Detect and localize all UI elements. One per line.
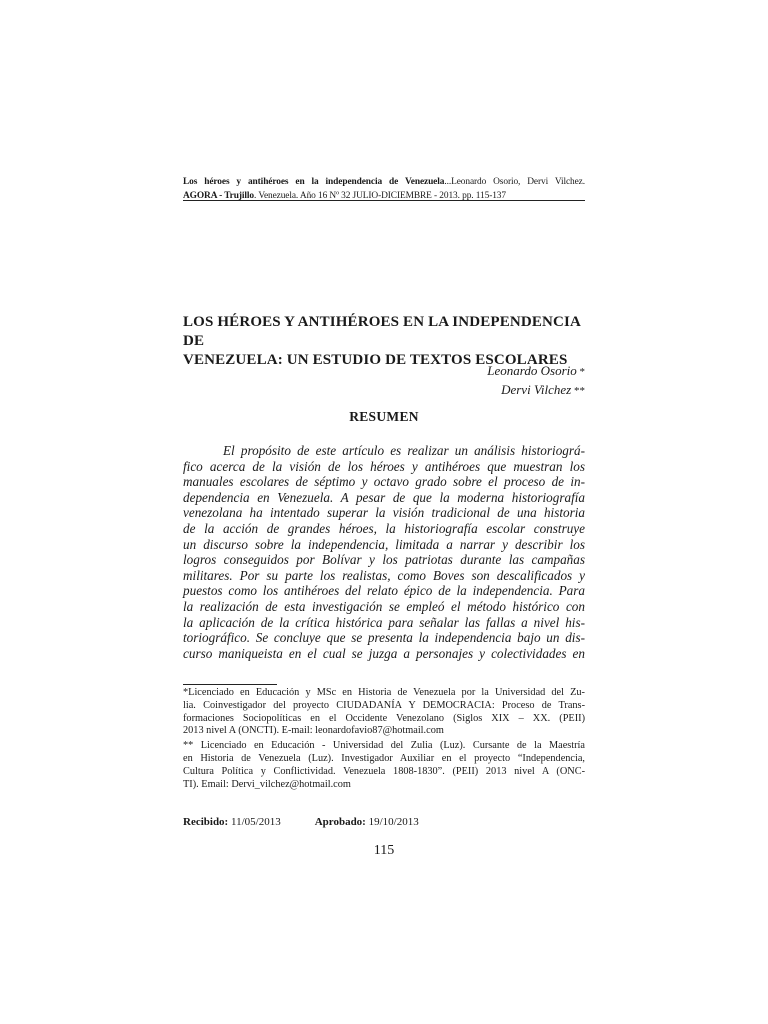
footnote-line: *Licenciado en Educación y MSc en Historia de Venezuela por la Universidad del Zu- [183, 687, 585, 698]
footnote-line: lia. Coinvestigador del proyecto CIUDADANÍA Y DEMOCRACIA: Proceso de Trans- [183, 699, 585, 711]
running-head-line-1 [183, 175, 585, 189]
abstract-line: logros conseguidos por Bolívar y los patriotas durante las campañas [183, 552, 585, 568]
footnote-line: Cultura Política y Conflictividad. Venezuela 1808-1830”. (PEII) 2013 nivel A (ONC- [183, 765, 585, 777]
abstract-body [183, 443, 585, 661]
footnote-2 [183, 740, 585, 791]
page-number: 115 [373, 843, 395, 858]
abstract-line: curso maniqueista en el cual se juzga a personajes y colectividades en [183, 645, 585, 661]
running-head-rule [183, 200, 585, 201]
abstract-heading: RESUMEN [349, 409, 419, 424]
approved-date: 19/10/2013 [365, 816, 419, 828]
received-date: 11/05/2013 [228, 816, 281, 828]
abstract-line: manuales escolares de séptimo y octavo grado sobre el proceso de in- [183, 474, 585, 490]
author-name: Leonardo Osorio [487, 363, 577, 378]
abstract-line: fico acerca de la visión de los héroes y antihéroes que muestran los [183, 458, 585, 474]
abstract-line: la realización de esta investigación se empleó el método histórico con [183, 598, 585, 614]
running-head-authors: ...Leonardo Osorio, Dervi Vilchez. [444, 177, 585, 187]
author-footnote-mark: ** [571, 385, 585, 397]
author-list [183, 362, 585, 400]
approved-label: Aprobado: [314, 816, 366, 828]
running-head-journal-sep: . [253, 191, 259, 201]
author-1 [183, 362, 585, 381]
author-2 [183, 381, 585, 400]
footnote-line: en Historia de Venezuela (Luz). Investigador Auxiliar en el proyecto “Independencia, [183, 752, 585, 764]
abstract-line: puestos como los antihéroes del relato épico de la independencia. Para [183, 583, 585, 599]
running-head-journal-details: Venezuela. Año 16 Nº 32 JULIO-DICIEMBRE - 2013. pp. 115-137 [258, 191, 506, 201]
submission-dates [183, 815, 585, 829]
received-label: Recibido: [183, 816, 229, 828]
footnote-line: TI). Email: Dervi_vilchez@hotmail.com [183, 778, 351, 790]
footnotes [183, 687, 585, 791]
running-head-article-title: Los héroes y antihéroes en la independencia de Venezuela [183, 177, 445, 187]
abstract-line: militares. Por su parte los realistas, como Boves son descalificados y [183, 567, 585, 583]
abstract-line: de la acción de grandes héroes, la historiografía escolar construye [183, 520, 585, 536]
abstract-line: El propósito de este artículo es realizar un análisis historiográ- [223, 443, 585, 458]
footnote-1 [183, 687, 585, 738]
footnote-line: ** Licenciado en Educación - Universidad del Zulia (Luz). Cursante de la Maestría [183, 740, 585, 752]
abstract-line: toriográfico. Se concluye que se presenta la independencia bajo un dis- [183, 630, 585, 646]
abstract-line: dependencia en Venezuela. A pesar de que la moderna historiografía [183, 489, 585, 505]
article-title-line-1: LOS HÉROES Y ANTIHÉROES EN LA INDEPENDENCIA DE [183, 314, 581, 349]
running-head [183, 175, 585, 203]
abstract-line: venezolana ha intentado superar la visión tradicional de una historia [183, 505, 585, 521]
footnote-line: 2013 nivel A (ONCTI). E-mail: leonardofavio87@hotmail.com [183, 725, 444, 737]
article-title-line-2: VENEZUELA: UN ESTUDIO DE TEXTOS ESCOLARES [183, 352, 568, 368]
running-head-journal: AGORA - Trujillo [183, 191, 254, 201]
footnote-line: formaciones Sociopolíticas en el Occidente Venezolano (Siglos XIX – XX. (PEII) [183, 712, 585, 724]
author-footnote-mark: * [576, 366, 585, 378]
footnote-rule [183, 684, 277, 685]
abstract-line: un discurso sobre la independencia, limitada a narrar y describir los [183, 536, 585, 552]
author-name: Dervi Vilchez [501, 382, 572, 397]
abstract-line: la aplicación de la crítica histórica para señalar las fallas a nivel his- [183, 614, 585, 630]
